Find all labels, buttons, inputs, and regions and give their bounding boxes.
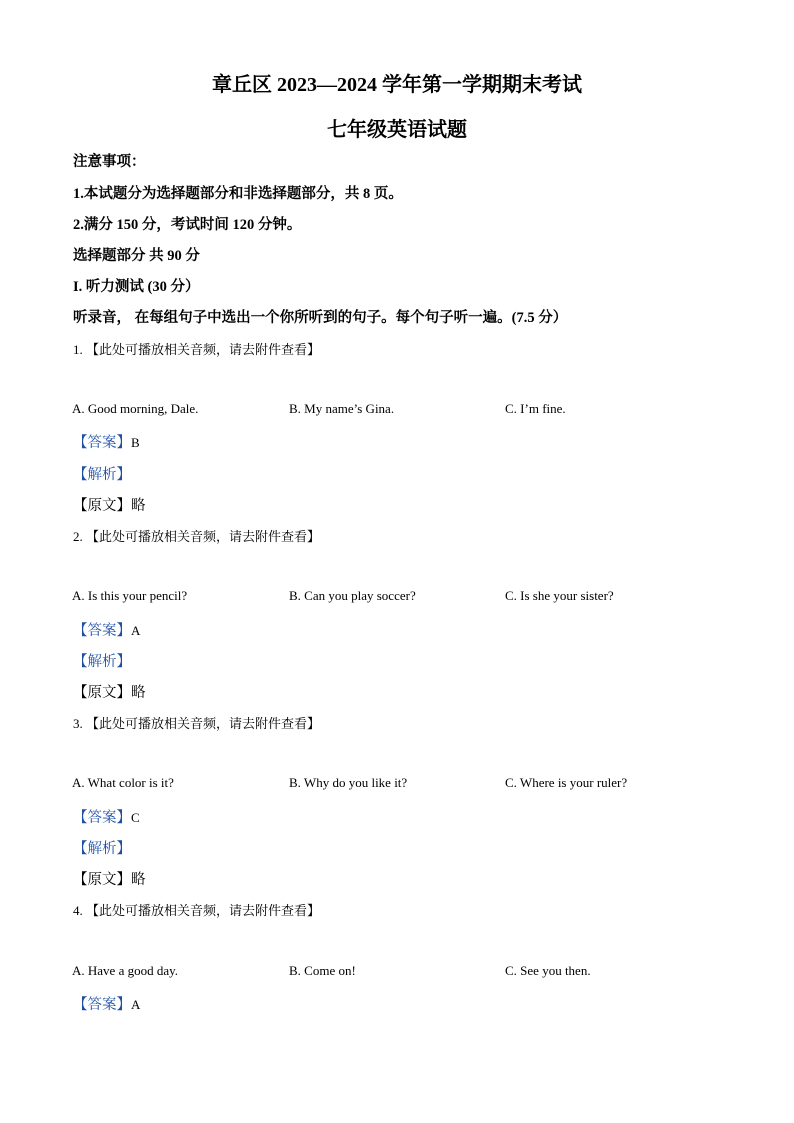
answer-label: 【答案】 [73, 623, 131, 639]
option-a: A. Is this your pencil? [72, 588, 188, 603]
analysis-label: 【解析】 [73, 467, 131, 483]
option-c: C. Is she your sister? [505, 588, 614, 603]
section-title: I. 听力测试 (30 分） [73, 279, 200, 295]
answer-line [73, 806, 140, 827]
answer-value: C [131, 810, 140, 825]
option-a: A. What color is it? [72, 775, 174, 790]
original-value: 略 [131, 872, 146, 888]
analysis-label: 【解析】 [73, 841, 131, 857]
note-item-1: 1.本试题分为选择题部分和非选择题部分，共 8 页。 [73, 186, 403, 202]
original-line [73, 868, 146, 889]
answer-value: A [131, 623, 141, 638]
original-label: 【原文】 [73, 498, 131, 514]
exam-subtitle: 七年级英语试题 [327, 119, 467, 141]
answer-value: A [131, 997, 141, 1012]
exam-title: 章丘区 2023—2024 学年第一学期期末考试 [212, 74, 582, 96]
answer-line [73, 619, 140, 640]
answer-label: 【答案】 [73, 997, 131, 1013]
option-b: B. Why do you like it? [289, 775, 408, 790]
analysis-line [73, 837, 131, 858]
answer-line [73, 993, 140, 1014]
original-line [73, 681, 146, 702]
option-b: B. Can you play soccer? [289, 588, 416, 603]
question-stem: 3. 【此处可播放相关音频，请去附件查看】 [73, 716, 321, 731]
question-stem: 4. 【此处可播放相关音频，请去附件查看】 [73, 903, 321, 918]
option-c: C. See you then. [505, 963, 591, 978]
option-b: B. My name’s Gina. [289, 401, 395, 416]
note-item-2: 2.满分 150 分，考试时间 120 分钟。 [73, 217, 302, 233]
answer-line [73, 431, 140, 452]
option-a: A. Good morning, Dale. [72, 401, 199, 416]
question-stem: 2. 【此处可播放相关音频，请去附件查看】 [73, 529, 321, 544]
original-value: 略 [131, 498, 146, 514]
answer-value: B [131, 435, 140, 450]
answer-label: 【答案】 [73, 435, 131, 451]
original-line [73, 494, 146, 515]
original-value: 略 [131, 685, 146, 701]
original-label: 【原文】 [73, 872, 131, 888]
analysis-line [73, 650, 131, 671]
option-c: C. I’m fine. [505, 401, 566, 416]
analysis-label: 【解析】 [73, 654, 131, 670]
answer-label: 【答案】 [73, 810, 131, 826]
section-instruction: 听录音， 在每组句子中选出一个你所听到的句子。每个句子听一遍。(7.5 分） [73, 310, 568, 326]
analysis-line [73, 463, 131, 484]
section-part: 选择题部分 共 90 分 [73, 248, 200, 264]
question-stem: 1. 【此处可播放相关音频，请去附件查看】 [73, 342, 321, 357]
original-label: 【原文】 [73, 685, 131, 701]
option-b: B. Come on! [289, 963, 356, 978]
option-c: C. Where is your ruler? [505, 775, 628, 790]
option-a: A. Have a good day. [72, 963, 179, 978]
notes-heading: 注意事项： [73, 154, 146, 170]
